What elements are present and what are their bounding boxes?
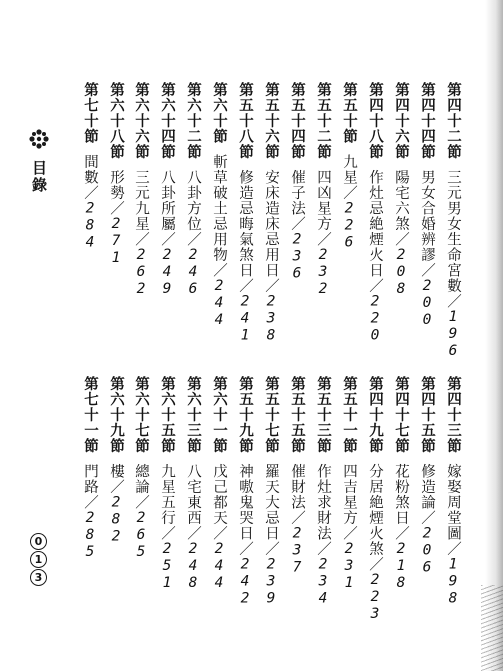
toc-separator: ／ — [263, 541, 279, 557]
toc-section-number: 第六十五節 — [159, 376, 176, 454]
toc-section-number: 第四十八節 — [367, 82, 384, 160]
toc-entry — [391, 82, 411, 298]
toc-section-title: 分居絶煙火煞 — [367, 463, 383, 557]
toc-page-number: 241 — [237, 293, 253, 345]
toc-section-number: 第五十一節 — [341, 376, 358, 454]
toc-section-number: 第四十四節 — [419, 82, 436, 160]
toc-section-number: 第六十九節 — [108, 376, 125, 454]
toc-section-title: 嫁娶周堂圖 — [445, 463, 461, 541]
toc-section-title: 戊己都天 — [211, 463, 227, 526]
toc-separator: ／ — [289, 216, 305, 232]
toc-page-number: 200 — [419, 278, 435, 329]
toc-section-number: 第四十五節 — [419, 376, 436, 454]
toc-page-number: 271 — [108, 216, 124, 267]
toc-entry — [183, 82, 203, 298]
toc-section-number: 第六十六節 — [133, 82, 150, 160]
toc-separator: ／ — [419, 510, 435, 526]
toc-section-title: 四吉星方 — [341, 463, 357, 526]
toc-page-number: 231 — [341, 541, 357, 592]
folio-digit: 1 — [30, 551, 47, 568]
toc-section-title: 九星五行 — [159, 463, 175, 526]
toc-section-title: 花粉煞日 — [393, 463, 409, 526]
toc-page-number: 244 — [211, 541, 227, 592]
toc-section-title: 門路 — [82, 463, 98, 495]
toc-page-number: 237 — [289, 525, 305, 577]
toc-page-number: 284 — [82, 200, 98, 252]
toc-section-title: 斬草破土忌用物 — [211, 154, 227, 263]
page-edge-specks — [481, 585, 503, 671]
toc-section-number: 第五十五節 — [289, 376, 306, 454]
toc-separator: ／ — [341, 185, 357, 201]
toc-separator: ／ — [289, 510, 305, 526]
toc-page-number: 234 — [315, 556, 331, 608]
toc-separator: ／ — [108, 479, 124, 495]
toc-section-number: 第五十九節 — [237, 376, 254, 454]
toc-separator: ／ — [185, 231, 201, 247]
toc-section-number: 第六十二節 — [185, 82, 202, 160]
toc-page-number: 246 — [185, 247, 201, 298]
toc-page-number: 251 — [159, 541, 175, 592]
toc-entry — [261, 82, 281, 345]
toc-separator: ／ — [341, 525, 357, 541]
toc-separator: ／ — [133, 231, 149, 247]
toc-section-number: 第五十八節 — [237, 82, 254, 160]
toc-entry — [339, 82, 359, 252]
toc-separator: ／ — [237, 541, 253, 557]
toc-entry — [313, 376, 333, 608]
toc-section-title: 男女合婚辨謬 — [419, 169, 435, 263]
toc-page-number: 248 — [185, 541, 201, 592]
toc-separator: ／ — [445, 541, 461, 557]
page-title: 目錄 — [30, 160, 48, 194]
toc-page-number: 285 — [82, 510, 98, 561]
toc-separator: ／ — [237, 278, 253, 294]
toc-entry — [391, 376, 411, 592]
toc-entry — [209, 376, 229, 592]
toc-section-title: 作灶求財法 — [315, 463, 331, 541]
toc-entry — [417, 82, 437, 329]
toc-entry — [287, 376, 307, 577]
toc-section-title: 安床造床忌用日 — [263, 169, 279, 278]
toc-page-number: 265 — [133, 510, 149, 561]
toc-separator: ／ — [367, 556, 383, 572]
toc-page-number: 198 — [445, 556, 461, 608]
toc-section-number: 第六十七節 — [133, 376, 150, 454]
folio-digit: 3 — [30, 569, 47, 586]
toc-section-number: 第六十四節 — [159, 82, 176, 160]
toc-section-title: 樓 — [108, 463, 124, 479]
toc-entry — [209, 82, 229, 329]
toc-section-number: 第五十四節 — [289, 82, 306, 160]
toc-section-number: 第五十三節 — [315, 376, 332, 454]
toc-section-number: 第五十節 — [341, 82, 358, 144]
toc-separator: ／ — [211, 262, 227, 278]
toc-section-number: 第六十節 — [211, 82, 228, 144]
toc-entry — [235, 82, 255, 345]
toc-page-number: 244 — [211, 278, 227, 329]
toc-section-number: 第五十二節 — [315, 82, 332, 160]
toc-entry — [131, 376, 151, 561]
toc-entry — [417, 376, 437, 577]
toc-page-number: 196 — [445, 309, 461, 360]
toc-entry — [106, 82, 126, 267]
toc-section-number: 第四十九節 — [367, 376, 384, 454]
toc-section-number: 第四十二節 — [445, 82, 462, 160]
toc-section-number: 第四十七節 — [393, 376, 410, 454]
toc-section-title: 催子法 — [289, 169, 305, 216]
folio-digit: 0 — [30, 533, 47, 550]
toc-section-title: 四凶星方 — [315, 169, 331, 232]
toc-page-number: 206 — [419, 525, 435, 577]
toc-section-title: 陽宅六煞 — [393, 169, 409, 232]
toc-section-title: 修造忌晦氣煞日 — [237, 169, 253, 278]
toc-separator: ／ — [315, 231, 331, 247]
toc-page-number: 226 — [341, 200, 357, 252]
toc-separator: ／ — [82, 185, 98, 201]
toc-page-number: 239 — [263, 556, 279, 608]
toc-page-number: 218 — [393, 541, 409, 592]
flower-ornament-icon — [28, 128, 50, 150]
toc-section-title: 八宅東西 — [185, 463, 201, 526]
toc-page-number: 262 — [133, 247, 149, 298]
toc-section-number: 第四十六節 — [393, 82, 410, 160]
toc-entry — [157, 376, 177, 592]
toc-section-title: 八卦所屬 — [159, 169, 175, 232]
toc-page-number: 220 — [367, 293, 383, 345]
toc-separator: ／ — [393, 525, 409, 541]
toc-entry — [339, 376, 359, 592]
toc-page-number: 236 — [289, 231, 305, 283]
toc-entry — [235, 376, 255, 608]
toc-section-number: 第五十六節 — [263, 82, 280, 160]
toc-section-number: 第七十節 — [82, 82, 99, 144]
toc-section-title: 羅天大忌日 — [263, 463, 279, 541]
toc-section-title: 三元男女生命宮數 — [445, 169, 461, 294]
toc-separator: ／ — [393, 231, 409, 247]
toc-page-number: 282 — [108, 494, 124, 546]
toc-entry — [106, 376, 126, 546]
toc-page-number: 232 — [315, 247, 331, 298]
toc-separator: ／ — [419, 262, 435, 278]
toc-entry — [287, 82, 307, 283]
toc-entry — [80, 82, 100, 252]
toc-entry — [365, 376, 385, 623]
toc-section-number: 第五十七節 — [263, 376, 280, 454]
toc-separator: ／ — [445, 293, 461, 309]
toc-section-title: 八卦方位 — [185, 169, 201, 232]
toc-section-number: 第七十一節 — [82, 376, 99, 454]
toc-separator: ／ — [133, 494, 149, 510]
toc-section-number: 第六十八節 — [108, 82, 125, 160]
toc-section-title: 形勢 — [108, 169, 124, 201]
toc-separator: ／ — [159, 525, 175, 541]
toc-entry — [365, 82, 385, 345]
folio-number — [30, 533, 48, 586]
toc-page-number: 223 — [367, 572, 383, 623]
toc-separator: ／ — [367, 278, 383, 294]
toc-section-number: 第六十一節 — [211, 376, 228, 454]
toc-entry — [183, 376, 203, 592]
toc-separator: ／ — [185, 525, 201, 541]
toc-page-number: 208 — [393, 247, 409, 298]
toc-entry — [313, 82, 333, 298]
toc-separator: ／ — [82, 494, 98, 510]
toc-section-title: 神嗷鬼哭日 — [237, 463, 253, 541]
toc-section-number: 第四十三節 — [445, 376, 462, 454]
toc-section-title: 總論 — [133, 463, 149, 495]
toc-separator: ／ — [263, 278, 279, 294]
toc-section-title: 作灶忌絶煙火日 — [367, 169, 383, 278]
toc-section-title: 三元九星 — [133, 169, 149, 232]
toc-page-number: 238 — [263, 293, 279, 345]
toc-page-number: 242 — [237, 556, 253, 608]
toc-section-title: 修造論 — [419, 463, 435, 510]
toc-entry — [157, 82, 177, 298]
toc-section-title: 九星 — [341, 154, 357, 185]
toc-section-title: 間數 — [82, 154, 98, 185]
toc-entry — [443, 82, 463, 360]
toc-section-title: 催財法 — [289, 463, 305, 510]
toc-section-number: 第六十三節 — [185, 376, 202, 454]
toc-separator: ／ — [211, 525, 227, 541]
toc-separator: ／ — [108, 200, 124, 216]
toc-entry — [131, 82, 151, 298]
toc-entry — [443, 376, 463, 608]
toc-separator: ／ — [315, 541, 331, 557]
toc-entry — [261, 376, 281, 608]
toc-page-number: 249 — [159, 247, 175, 298]
page-edge-shadow — [485, 0, 503, 671]
toc-entry — [80, 376, 100, 561]
toc-separator: ／ — [159, 231, 175, 247]
